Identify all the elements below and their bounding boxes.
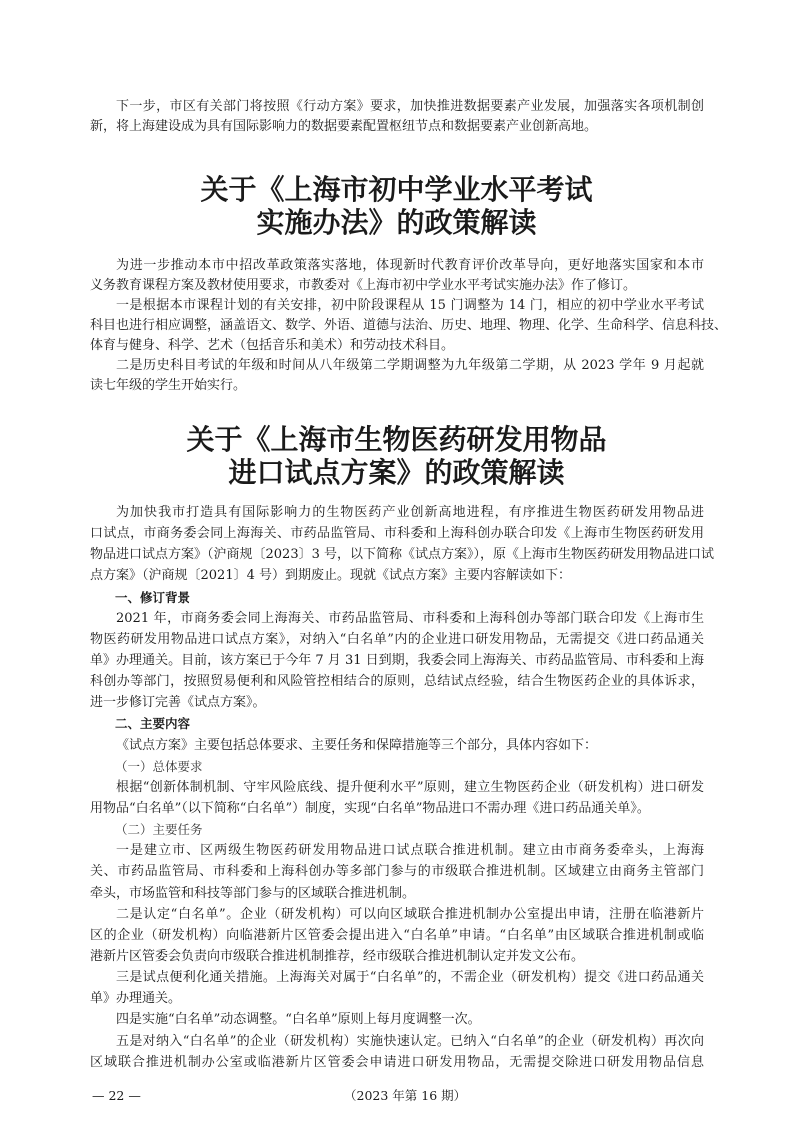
article1-title	[0, 173, 793, 239]
paragraph-line: 体育与健身、科学、艺术（包括音乐和美术）和劳动技术科目。	[90, 338, 455, 353]
paragraph-line: 进一步修订完善《试点方案》。	[90, 695, 266, 711]
paragraph-line: 为加快我市打造具有国际影响力的生物医药产业创新高地进程，有序推进生物医药研发用物品进	[116, 505, 704, 520]
paragraph-line: 下一步，市区有关部门将按照《行动方案》要求，加快推进数据要素产业发展，加强落实各项机制创	[116, 99, 704, 114]
article2-title-line: 关于《上海市生物医药研发用物品	[186, 423, 607, 456]
section-heading: 一、修订背景	[115, 589, 191, 605]
paragraph-line: 单》办理通关。	[90, 991, 182, 1007]
article2-title	[0, 423, 793, 489]
paragraph-line: 四是实施“白名单”动态调整。“白名单”原则上每月度调整一次。	[116, 1012, 481, 1028]
paragraph-line: 五是对纳入“白名单”的企业（研发机构）实施快速认定。已纳入“白名单”的企业（研发机构）再次向	[116, 1033, 704, 1049]
paragraph-line: 为进一步推动本市中招改革政策落实落地，体现新时代教育评价改革导向，更好地落实国家和本市	[116, 258, 704, 273]
paragraph-line: 口试点，市商务委会同上海海关、市药品监管局、市科委和上海科创办联合印发《上海市生物医药研发用	[90, 526, 704, 542]
paragraph-line: 2021 年，市商务委会同上海海关、市药品监管局、市科委和上海科创办等部门联合印发《上海市生	[116, 610, 704, 626]
page-number: — 22 —	[92, 1088, 141, 1103]
page-footer	[92, 1086, 712, 1106]
paragraph-line: 《试点方案》主要包括总体要求、主要任务和保障措施等三个部分，具体内容如下：	[116, 737, 598, 753]
paragraph-line: 关、市药品监管局、市科委和上海科创办等多部门参与的市级联合推进机制。区域建立由商务主管部门	[90, 864, 704, 880]
paragraph-line: 科目也进行相应调整，涵盖语文、数学、外语、道德与法治、历史、地理、物理、化学、生命科学、信息科技、	[90, 318, 728, 333]
paragraph-line: 物医药研发用物品进口试点方案》，对纳入“白名单”内的企业进口研发用物品，无需提交《进口药品通关	[90, 631, 704, 647]
paragraph-line: 牵头，市场监管和科技等部门参与的区域联合推进机制。	[90, 885, 416, 901]
article2-body	[90, 502, 714, 1073]
article1-title-line: 实施办法》的政策解读	[256, 206, 537, 239]
subsection-heading: （二）主要任务	[115, 822, 203, 838]
paragraph-line: 一是根据本市课程计划的有关安排，初中阶段课程从 15 门调整为 14 门，相应的初中学业水平考试	[116, 298, 704, 313]
paragraph-line: 物品进口试点方案》（沪商规〔2023〕3 号，以下简称《试点方案》），原《上海市生物医药研发用物品进口试	[90, 547, 714, 563]
paragraph-line: 根据“创新体制机制、守牢风险底线、提升便利水平”原则，建立生物医药企业（研发机构）进口研发	[116, 779, 704, 795]
intro-paragraph	[90, 97, 704, 137]
paragraph-line: 读七年级的学生开始实行。	[90, 378, 247, 393]
paragraph-line: 三是试点便利化通关措施。上海海关对属于“白名单”的，不需企业（研发机构）提交《进口药品通关	[116, 970, 704, 986]
paragraph-line: 单》办理通关。目前，该方案已于今年 7 月 31 日到期，我委会同上海海关、市药品监管局、市科委和上海	[90, 652, 704, 668]
paragraph-line: 二是认定“白名单”。企业（研发机构）可以向区域联合推进机制办公室提出申请，注册在临港新片	[116, 906, 704, 922]
paragraph-line: 二是历史科目考试的年级和时间从八年级第二学期调整为九年级第二学期，从 2023 学年 9 月起就	[116, 358, 704, 373]
paragraph-line: 区域联合推进机制办公室或临港新片区管委会申请进口研发用物品，无需提交除进口研发用物品信息	[90, 1054, 704, 1070]
paragraph-line: 新，将上海建设成为具有国际影响力的数据要素配置枢纽节点和数据要素产业创新高地。	[90, 119, 598, 134]
section-heading: 二、主要内容	[115, 716, 191, 732]
issue-label: （2023 年第 16 期）	[344, 1088, 467, 1103]
paragraph-line: 义务教育课程方案及教材使用要求，市教委对《上海市初中学业水平考试实施办法》作了修订。	[90, 278, 637, 293]
paragraph-line: 用物品“白名单”（以下简称“白名单”）制度，实现“白名单”物品进口不需办理《进口药品通关单》。	[90, 800, 650, 816]
paragraph-line: 科创办等部门，按照贸易便利和风险管控相结合的原则，总结试点经验，结合生物医药企业的具体诉求，	[90, 674, 704, 690]
paragraph-line: 区的企业（研发机构）向临港新片区管委会提出进入“白名单”申请。“白名单”由区域联合推进机制或临	[90, 927, 704, 943]
article1-title-line: 关于《上海市初中学业水平考试	[200, 173, 593, 206]
paragraph-line: 点方案》（沪商规〔2021〕4 号）到期废止。现就《试点方案》主要内容解读如下：	[90, 568, 571, 584]
article1-body	[90, 256, 728, 396]
paragraph-line: 一是建立市、区两级生物医药研发用物品进口试点联合推进机制。建立由市商务委牵头，上海海	[116, 843, 704, 859]
paragraph-line: 港新片区管委会负责向市级联合推进机制推荐，经市级联合推进机制认定并发文公布。	[90, 948, 585, 964]
subsection-heading: （一）总体要求	[115, 758, 203, 774]
article2-title-line: 进口试点方案》的政策解读	[228, 456, 565, 489]
